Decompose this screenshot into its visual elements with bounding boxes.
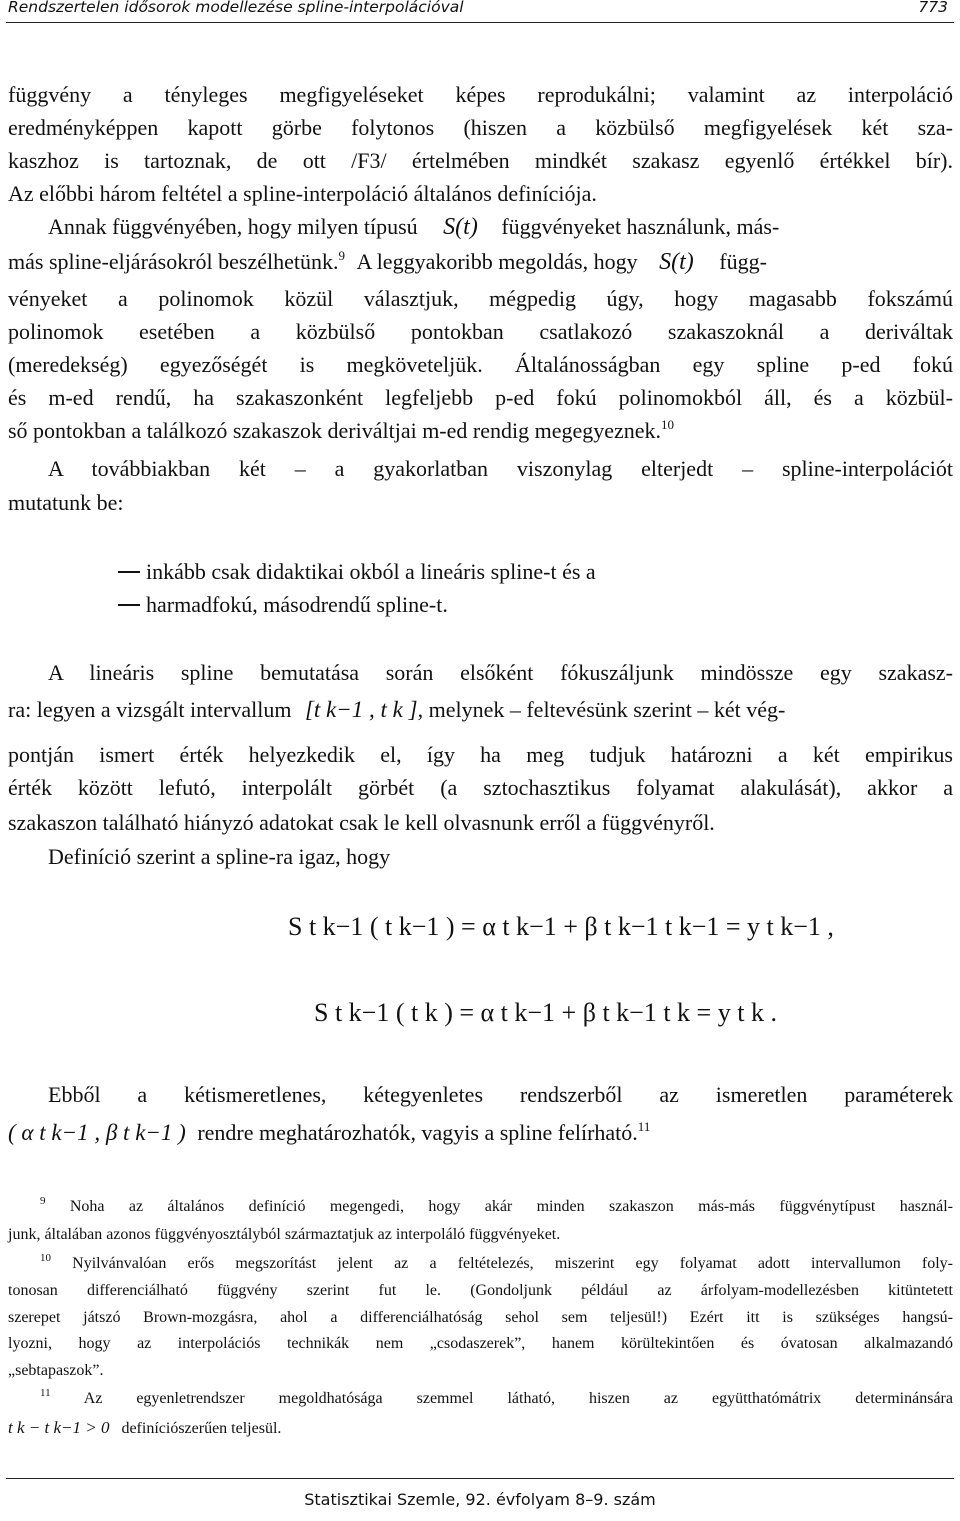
footnote-line [8, 1418, 953, 1438]
text-line: mutatunk be: [8, 490, 124, 515]
list-item-text: harmadfokú, másodrendű spline-t. [146, 592, 448, 617]
text-line: A lineáris spline bemutatása során elsőként fókuszáljunk mindössze egy szakasz- [48, 660, 953, 685]
footnote-line: tonosan differenciálható függvény szerint fut le. (Gondoljunk például az árfolyam-modellezésben kitüntetett [8, 1282, 953, 1299]
list-item-text: inkább csak didaktikai okból a lineáris spline-t és a [146, 559, 596, 584]
dash-bullet [118, 571, 140, 573]
footnote-number: 10 [40, 1252, 51, 1264]
text-line: (meredekség) egyezőségét is megköveteljük. Általánosságban egy spline p-ed fokú [8, 352, 953, 377]
text-line: kaszhoz is tartoznak, de ott /F3/ értelmében mindkét szakasz egyenlő értékkel bír). [8, 148, 953, 173]
text-line: Az előbbi három feltétel a spline-interpoláció általános definíciója. [8, 181, 597, 206]
equation-2: S t k−1 ( t k ) = α t k−1 + β t k−1 t k = y t k . [314, 998, 777, 1027]
text-line: eredményképpen kapott görbe folytonos (hiszen a közbülső megfigyelések két sza- [8, 115, 953, 140]
text-line [8, 418, 953, 444]
text-line [8, 214, 953, 241]
running-header [0, 0, 960, 28]
footnote-line: junk, általában azonos függvényosztályból származtatjuk az interpoláló függvényeket. [8, 1226, 561, 1243]
footnote-ref: 11 [637, 1119, 651, 1134]
list-item [118, 559, 596, 585]
text-line: vényeket a polinomok közül választjuk, mégpedig úgy, hogy magasabb fokszámú [8, 286, 953, 311]
page-footer [0, 1478, 960, 1521]
footnote-number: 9 [40, 1195, 46, 1207]
footnote-11 [8, 1387, 953, 1408]
footnote-number: 11 [40, 1387, 51, 1399]
text-line: érték között lefutó, interpolált görbét (a sztochasztikus folyamat alakulását), akkor a [8, 775, 953, 800]
journal-name: Statisztikai Szemle, 92. évfolyam 8–9. szám [304, 1490, 656, 1509]
text-span: Annak függvényében, hogy milyen típusú [48, 214, 418, 239]
footnote-text: definíciószerűen teljesül. [121, 1420, 282, 1437]
footnote-text: Nyilvánvalóan erős megszorítást jelent az a feltételezés, miszerint egy folyamat adott intervallumon foly- [72, 1255, 954, 1272]
text-line: Ebből a kétismeretlenes, kétegyenletes rendszerből az ismeretlen paraméterek [48, 1082, 953, 1107]
footnote-line: lyozni, hogy az interpolációs technikák nem „csodaszerek”, hanem körültekintően és óvatosan alkalmazandó [8, 1335, 953, 1352]
page-number: 773 [918, 0, 948, 16]
text-line: polinomok esetében a közbülső pontokban csatlakozó szakaszoknál a deriváltak [8, 319, 953, 344]
text-span: ra: legyen a vizsgált intervallum [8, 697, 292, 722]
text-line: függvény a tényleges megfigyeléseket képes reprodukálni; valamint az interpoláció [8, 82, 953, 107]
footnote-10 [8, 1252, 954, 1273]
math-interval: [t k−1 , t k ] [304, 697, 418, 722]
running-title: Rendszertelen idősorok modellezése spline-interpolációval [8, 0, 464, 16]
text-line [8, 249, 953, 276]
text-line: A továbbiakban két – a gyakorlatban viszonylag elterjedt – spline-interpolációt [48, 456, 953, 481]
text-span: ső pontokban a találkozó szakaszok deriváltjai m-ed rendig megegyeznek. [8, 418, 662, 443]
footnote-ref: 10 [661, 417, 675, 432]
text-line [8, 697, 953, 723]
text-line: és m-ed rendű, ha szakaszonként legfeljebb p-ed fokú polinomokból áll, és a közbül- [8, 385, 953, 410]
math-S-t: S(t) [659, 249, 694, 275]
footnote-ref: 9 [338, 248, 346, 263]
list-item [118, 592, 448, 618]
text-line [8, 1120, 953, 1146]
footnote-9 [8, 1195, 954, 1216]
text-span: függvényeket használunk, más- [501, 214, 780, 239]
text-span: , melynek – feltevésünk szerint – két vég- [417, 697, 786, 722]
footnote-line: szerepet játszó Brown-mozgásra, ahol a differenciálhatóság sehol sem teljesül!) Ezért itt is szükséges hangsú- [8, 1309, 953, 1326]
text-line: Definíció szerint a spline-ra igaz, hogy [48, 844, 391, 869]
footnote-text: Noha az általános definíció megengedi, hogy akár minden szakaszon más-más függvénytípust használ- [69, 1198, 954, 1215]
footnote-text: Az egyenletrendszer megoldhatósága szemmel látható, hiszen az együtthatómátrix determinánsára [83, 1390, 953, 1407]
text-span: rendre meghatározhatók, vagyis a spline felírható. [197, 1120, 638, 1145]
text-line: pontján ismert érték helyezkedik el, így ha meg tudjuk határozni a két empirikus [8, 742, 953, 767]
header-rule [6, 22, 954, 23]
text-span: függ- [719, 249, 767, 274]
text-line: szakaszon található hiányzó adatokat csak le kell olvasnunk erről a függvényről. [8, 810, 715, 835]
math-S-t: S(t) [443, 214, 478, 240]
equation-1: S t k−1 ( t k−1 ) = α t k−1 + β t k−1 t k−1 = y t k−1 , [288, 912, 834, 941]
footnote-line: „sebtapaszok”. [8, 1362, 104, 1379]
text-span: A leggyakoribb megoldás, hogy [356, 249, 638, 274]
dash-bullet [118, 604, 140, 606]
math-params: ( α t k−1 , β t k−1 ) [8, 1120, 186, 1145]
footer-rule [6, 1478, 954, 1479]
math-expression: t k − t k−1 > 0 [8, 1418, 110, 1437]
text-span: más spline-eljárásokról beszélhetünk. [8, 249, 339, 274]
